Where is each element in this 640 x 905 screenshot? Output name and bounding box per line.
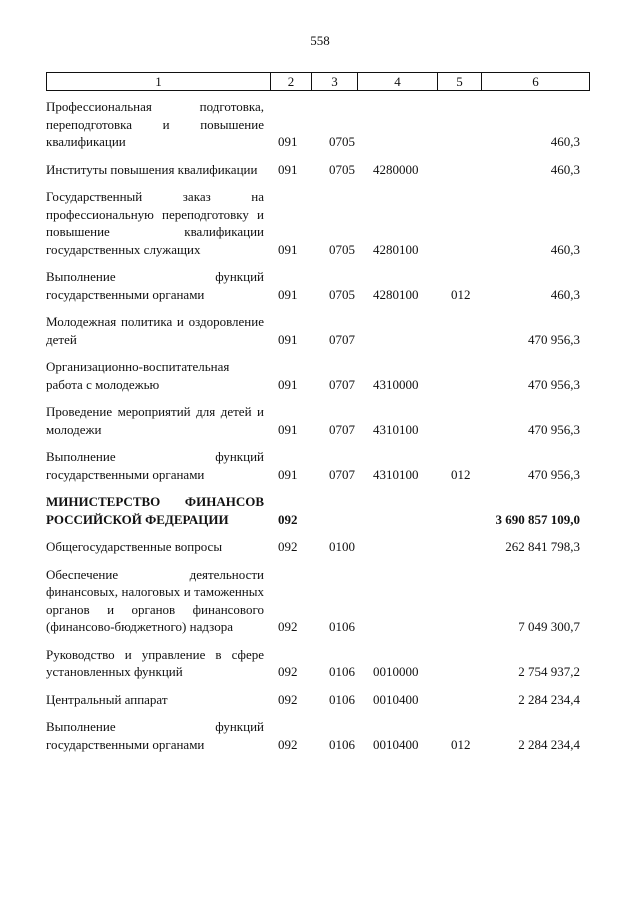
row-name: Обеспечение деятельности финансовых, налоговых и таможенных органов и органов финансового (финансово-бюджетного) надзора (46, 566, 264, 634)
row-name: Профессиональная подготовка, переподготовка и повышение квалификации (46, 99, 264, 149)
row-name: Выполнение функций государственными органами (46, 719, 264, 752)
row-code-admin: 092 (278, 664, 298, 679)
row-code-section: 0707 (329, 331, 355, 347)
table-row (46, 538, 590, 556)
row-code-expense: 012 (451, 736, 471, 752)
row-amount: 3 690 857 109,0 (495, 511, 580, 527)
row-amount: 460,3 (550, 286, 580, 302)
row-code-target: 4280000 (373, 161, 419, 177)
row-name: Институты повышения квалификации (46, 161, 258, 177)
header-col-6: 6 (532, 74, 539, 89)
row-code-admin: 091 (278, 241, 298, 257)
header-col-2: 2 (271, 73, 312, 90)
table-row (46, 403, 590, 438)
table-row (46, 358, 590, 393)
row-code-section: 0707 (329, 466, 355, 482)
row-amount: 7 049 300,7 (518, 619, 580, 634)
row-amount: 470 956,3 (528, 466, 580, 482)
table-row (46, 98, 590, 151)
row-amount: 460,3 (550, 241, 580, 257)
row-code-target: 4310100 (373, 466, 419, 482)
table-header (46, 72, 590, 91)
row-code-section: 0705 (329, 161, 355, 177)
row-code-section: 0106 (329, 691, 355, 707)
row-amount: 2 284 234,4 (518, 691, 580, 707)
row-amount: 470 956,3 (528, 421, 580, 437)
page-number: 558 (310, 33, 330, 48)
table-row (46, 188, 590, 258)
row-amount: 460,3 (550, 161, 580, 177)
row-code-target: 0010400 (373, 691, 419, 707)
row-code-target: 4280100 (373, 241, 419, 257)
row-name: МИНИСТЕРСТВО ФИНАНСОВ РОССИЙСКОЙ ФЕДЕРАЦИИ (46, 494, 264, 527)
row-amount: 2 754 937,2 (518, 664, 580, 679)
table-row (46, 448, 590, 483)
row-code-admin: 091 (278, 376, 298, 392)
table-row (46, 646, 590, 681)
row-code-section: 0707 (329, 376, 355, 392)
row-code-section: 0705 (329, 286, 355, 302)
row-code-target: 4310000 (373, 376, 419, 392)
table-row (46, 161, 590, 179)
table-row (46, 493, 590, 528)
table-row (46, 691, 590, 709)
row-code-section: 0106 (329, 736, 355, 752)
row-amount: 460,3 (550, 134, 580, 149)
row-name: Руководство и управление в сфере установленных функций (46, 646, 264, 679)
row-code-expense: 012 (451, 286, 471, 302)
row-code-section: 0705 (329, 134, 355, 149)
row-name: Общегосударственные вопросы (46, 539, 223, 554)
row-code-expense: 012 (451, 466, 471, 482)
row-code-admin: 092 (278, 511, 298, 527)
row-code-admin: 091 (278, 466, 298, 482)
row-code-admin: 092 (278, 539, 298, 554)
row-name: Проведение мероприятий для детей и молодежи (46, 404, 264, 437)
row-code-section: 0705 (329, 241, 355, 257)
row-code-admin: 091 (278, 331, 298, 347)
row-amount: 262 841 798,3 (505, 539, 580, 554)
row-amount: 470 956,3 (528, 376, 580, 392)
row-code-admin: 091 (278, 161, 298, 177)
header-col-1: 1 (47, 73, 271, 90)
table-row (46, 566, 590, 636)
row-code-target: 0010000 (373, 664, 419, 679)
table-row (46, 718, 590, 753)
row-code-section: 0106 (329, 664, 355, 679)
row-name: Выполнение функций государственными органами (46, 269, 264, 302)
row-code-admin: 091 (278, 286, 298, 302)
row-code-section: 0707 (329, 421, 355, 437)
table-body (46, 98, 590, 763)
row-code-admin: 091 (278, 134, 298, 149)
row-code-target: 4310100 (373, 421, 419, 437)
table-row (46, 313, 590, 348)
row-code-admin: 091 (278, 421, 298, 437)
row-code-target: 0010400 (373, 736, 419, 752)
row-name: Центральный аппарат (46, 691, 168, 707)
table-row (46, 268, 590, 303)
row-code-section: 0100 (329, 539, 355, 554)
row-code-section: 0106 (329, 619, 355, 634)
row-code-target: 4280100 (373, 286, 419, 302)
row-name: Государственный заказ на профессиональную переподготовку и повышение квалификации государственных служащих (46, 189, 264, 257)
row-name: Выполнение функций государственными органами (46, 449, 264, 482)
header-col-5: 5 (438, 73, 482, 90)
row-name: Молодежная политика и оздоровление детей (46, 314, 264, 347)
row-code-admin: 092 (278, 691, 298, 707)
row-amount: 2 284 234,4 (518, 736, 580, 752)
header-col-3: 3 (312, 73, 358, 90)
row-code-admin: 092 (278, 619, 298, 634)
row-amount: 470 956,3 (528, 331, 580, 347)
row-name: Организационно-воспитательная работа с молодежью (46, 359, 230, 392)
row-code-admin: 092 (278, 736, 298, 752)
header-col-4: 4 (358, 73, 438, 90)
